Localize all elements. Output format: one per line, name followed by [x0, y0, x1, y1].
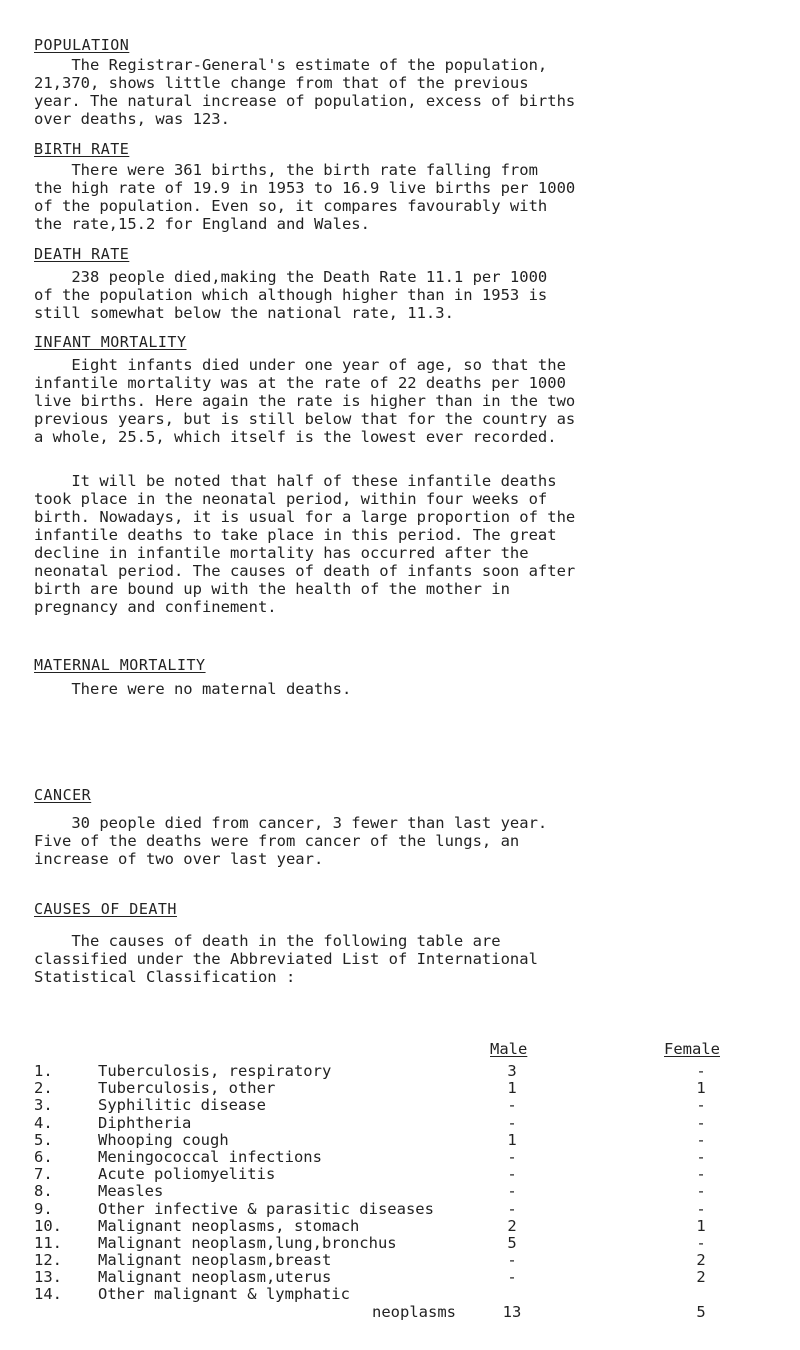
- male-count: -: [507, 1147, 517, 1166]
- male-count: 5: [507, 1233, 517, 1252]
- male-count: 13: [502, 1302, 522, 1321]
- death-rate-heading: DEATH RATE: [34, 245, 130, 263]
- text-line: There were 361 births, the birth rate falling from: [34, 161, 538, 179]
- text-line: Statistical Classification :: [34, 968, 296, 986]
- text-line: the rate,15.2 for England and Wales.: [34, 215, 370, 233]
- text-line: a whole, 25.5, which itself is the lowest ever recorded.: [34, 428, 557, 446]
- cause-name: Other infective & parasitic diseases: [98, 1199, 434, 1218]
- cancer-paragraph: [34, 814, 764, 868]
- table-header: [34, 1040, 764, 1062]
- text-line: 30 people died from cancer, 3 fewer than last year.: [34, 814, 548, 832]
- cause-name: Malignant neoplasm,breast: [98, 1251, 332, 1270]
- female-count: 2: [696, 1268, 706, 1287]
- birth-rate-paragraph: [34, 161, 764, 233]
- cause-name: Diphtheria: [98, 1113, 192, 1132]
- male-count: -: [507, 1199, 517, 1218]
- table-row: [34, 1165, 764, 1182]
- cause-name: Whooping cough: [98, 1130, 229, 1149]
- female-column-header: Female: [664, 1040, 720, 1058]
- infant-mortality-paragraph-1: [34, 356, 764, 446]
- female-count: -: [696, 1113, 706, 1132]
- row-number: 5.: [34, 1130, 53, 1149]
- text-line: It will be noted that half of these infantile deaths: [34, 472, 557, 490]
- text-line: still somewhat below the national rate, 11.3.: [34, 304, 454, 322]
- female-count: -: [696, 1062, 706, 1080]
- cause-name: Other malignant & lymphatic: [98, 1285, 350, 1304]
- text-line: previous years, but is still below that for the country as: [34, 410, 576, 428]
- birth-rate-heading: BIRTH RATE: [34, 140, 130, 158]
- male-count: -: [507, 1268, 517, 1287]
- text-line: over deaths, was 123.: [34, 110, 230, 128]
- text-line: 21,370, shows little change from that of the previous: [34, 74, 529, 92]
- male-count: -: [507, 1096, 517, 1115]
- infant-mortality-heading: INFANT MORTALITY: [34, 333, 187, 351]
- male-column-header: Male: [490, 1040, 528, 1058]
- maternal-mortality-paragraph: [34, 680, 764, 698]
- male-count: 3: [507, 1062, 517, 1080]
- text-line: pregnancy and confinement.: [34, 598, 277, 616]
- text-line: infantile mortality was at the rate of 22 deaths per 1000: [34, 374, 566, 392]
- row-number: 3.: [34, 1096, 53, 1115]
- female-count: 1: [696, 1216, 706, 1235]
- cause-name: Tuberculosis, other: [98, 1079, 276, 1098]
- table-row: [34, 1114, 764, 1131]
- table-row: [34, 1079, 764, 1096]
- cause-name: Malignant neoplasm,lung,bronchus: [98, 1233, 397, 1252]
- text-line: The causes of death in the following table are: [34, 932, 501, 950]
- text-line: classified under the Abbreviated List of International: [34, 950, 538, 968]
- male-count: 1: [507, 1079, 517, 1098]
- female-count: 5: [696, 1302, 706, 1321]
- text-line: infantile deaths to take place in this period. The great: [34, 526, 557, 544]
- female-count: -: [696, 1233, 706, 1252]
- text-line: of the population which although higher than in 1953 is: [34, 286, 548, 304]
- cause-name: Malignant neoplasms, stomach: [98, 1216, 360, 1235]
- table-row: [34, 1182, 764, 1199]
- table-row: [34, 1096, 764, 1113]
- cause-name: Malignant neoplasm,uterus: [98, 1268, 332, 1287]
- text-line: the high rate of 19.9 in 1953 to 16.9 live births per 1000: [34, 179, 576, 197]
- table-row: [34, 1268, 764, 1285]
- female-count: -: [696, 1182, 706, 1201]
- table-row: [34, 1285, 764, 1302]
- causes-of-death-table: [34, 1040, 764, 1320]
- text-line: birth. Nowadays, it is usual for a large proportion of the: [34, 508, 576, 526]
- maternal-mortality-heading: MATERNAL MORTALITY: [34, 656, 206, 674]
- female-count: 1: [696, 1079, 706, 1098]
- table-row-continuation: [34, 1303, 764, 1320]
- text-line: The Registrar-General's estimate of the population,: [34, 56, 548, 74]
- female-count: -: [696, 1130, 706, 1149]
- cause-name: Syphilitic disease: [98, 1096, 266, 1115]
- table-row: [34, 1131, 764, 1148]
- text-line: took place in the neonatal period, within four weeks of: [34, 490, 548, 508]
- row-number: 9.: [34, 1199, 53, 1218]
- population-heading: POPULATION: [34, 36, 130, 54]
- table-row: [34, 1200, 764, 1217]
- text-line: 238 people died,making the Death Rate 11.1 per 1000: [34, 268, 548, 286]
- causes-of-death-paragraph: [34, 932, 764, 986]
- female-count: 2: [696, 1251, 706, 1270]
- text-line: year. The natural increase of population, excess of births: [34, 92, 576, 110]
- male-count: 1: [507, 1130, 517, 1149]
- row-number: 1.: [34, 1062, 53, 1080]
- text-line: birth are bound up with the health of the mother in: [34, 580, 510, 598]
- row-number: 2.: [34, 1079, 53, 1098]
- row-number: 14.: [34, 1285, 62, 1304]
- text-line: There were no maternal deaths.: [34, 680, 352, 698]
- table-row: [34, 1251, 764, 1268]
- death-rate-paragraph: [34, 268, 764, 322]
- table-body: [34, 1062, 764, 1320]
- text-line: of the population. Even so, it compares favourably with: [34, 197, 548, 215]
- text-line: decline in infantile mortality has occurred after the: [34, 544, 529, 562]
- cause-name-continuation: neoplasms: [372, 1302, 456, 1321]
- female-count: -: [696, 1147, 706, 1166]
- text-line: Eight infants died under one year of age, so that the: [34, 356, 566, 374]
- table-row: [34, 1062, 764, 1079]
- female-count: -: [696, 1096, 706, 1115]
- cancer-heading: CANCER: [34, 786, 92, 804]
- infant-mortality-paragraph-2: [34, 472, 764, 616]
- male-count: -: [507, 1251, 517, 1270]
- female-count: -: [696, 1165, 706, 1184]
- row-number: 7.: [34, 1165, 53, 1184]
- male-count: -: [507, 1113, 517, 1132]
- male-count: 2: [507, 1216, 517, 1235]
- row-number: 12.: [34, 1251, 62, 1270]
- row-number: 4.: [34, 1113, 53, 1132]
- row-number: 11.: [34, 1233, 62, 1252]
- table-row: [34, 1148, 764, 1165]
- text-line: live births. Here again the rate is higher than in the two: [34, 392, 576, 410]
- cause-name: Meningococcal infections: [98, 1147, 322, 1166]
- row-number: 10.: [34, 1216, 62, 1235]
- row-number: 8.: [34, 1182, 53, 1201]
- male-count: -: [507, 1165, 517, 1184]
- table-row: [34, 1234, 764, 1251]
- female-count: -: [696, 1199, 706, 1218]
- causes-of-death-heading: CAUSES OF DEATH: [34, 900, 177, 918]
- population-paragraph: [34, 56, 764, 128]
- row-number: 6.: [34, 1147, 53, 1166]
- cause-name: Measles: [98, 1182, 164, 1201]
- cause-name: Acute poliomyelitis: [98, 1165, 276, 1184]
- cause-name: Tuberculosis, respiratory: [98, 1062, 332, 1080]
- text-line: increase of two over last year.: [34, 850, 324, 868]
- male-count: -: [507, 1182, 517, 1201]
- row-number: 13.: [34, 1268, 62, 1287]
- text-line: neonatal period. The causes of death of infants soon after: [34, 562, 576, 580]
- table-row: [34, 1217, 764, 1234]
- text-line: Five of the deaths were from cancer of the lungs, an: [34, 832, 520, 850]
